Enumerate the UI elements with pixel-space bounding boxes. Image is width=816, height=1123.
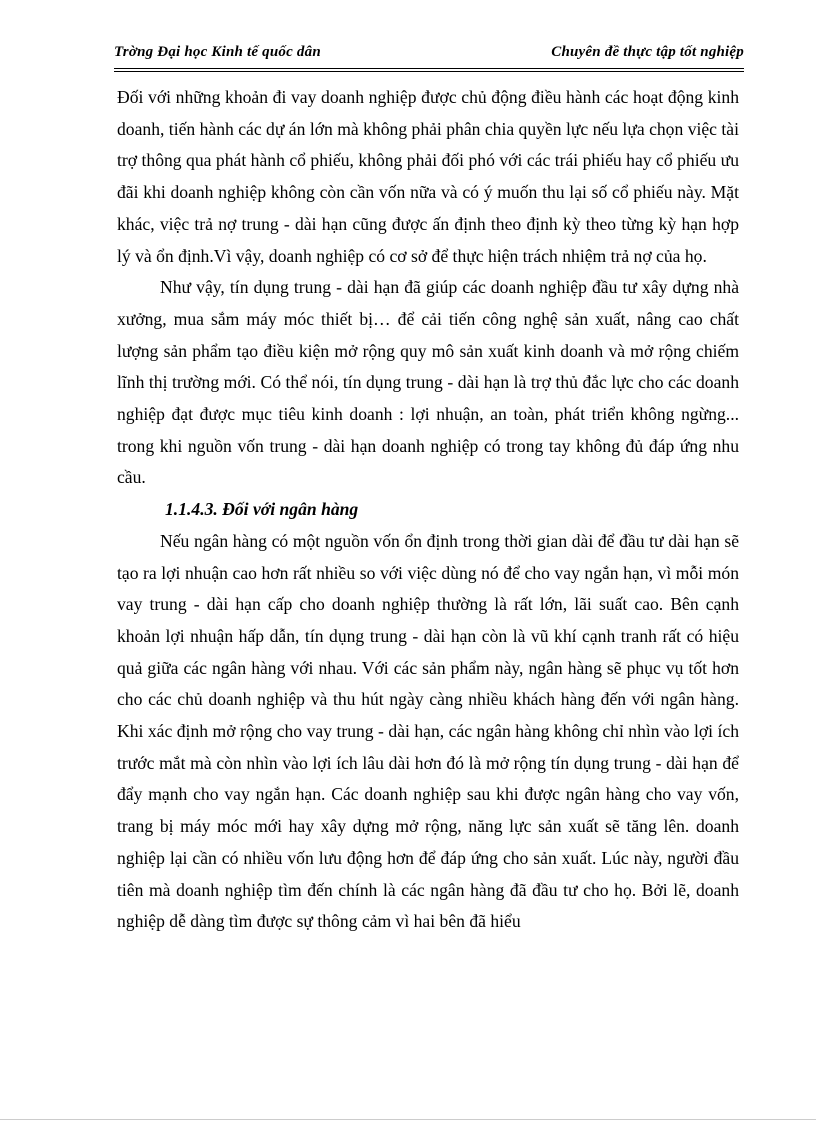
section-heading: 1.1.4.3. Đối với ngân hàng	[165, 499, 359, 520]
header-institution: Trờng Đại học Kinh tế quốc dân	[114, 44, 321, 60]
header-document-type: Chuyên đề thực tập tốt nghiệp	[551, 44, 744, 60]
header-rule	[114, 68, 744, 72]
paragraph-loans: Đối với những khoản đi vay doanh nghiệp được chủ động điều hành các hoạt động kinh doanh, tiến hành các dự án lớn mà không phải phân chia quyền lực nếu lựa chọn việc tài trợ thông qua phát hành cổ phiếu, không phải đối phó với các trái phiếu hay cổ phiếu ưu đãi khi doanh nghiệp không còn cần vốn nữa và có ý muốn thu lại số cổ phiếu này. Mặt khác, việc trả nợ trung - dài hạn cũng được ấn định theo định kỳ theo từng kỳ hạn hợp lý và ổn định.Vì vậy, doanh nghiệp có cơ sở để thực hiện trách nhiệm trả nợ của họ.	[117, 87, 739, 266]
paragraph-banks: Nếu ngân hàng có một nguồn vốn ổn định trong thời gian dài để đầu tư dài hạn sẽ tạo ra lợi nhuận cao hơn rất nhiều so với việc dùng nó để cho vay ngắn hạn, vì mỗi món vay trung - dài hạn cấp cho doanh nghiệp thường là rất lớn, lãi suất cao. Bên cạnh khoản lợi nhuận hấp dẫn, tín dụng trung - dài hạn còn là vũ khí cạnh tranh rất có hiệu quả giữa các ngân hàng với nhau. Với các sản phẩm này, ngân hàng sẽ phục vụ tốt hơn cho các chủ doanh nghiệp và thu hút ngày càng nhiều khách hàng đến với ngân hàng. Khi xác định mở rộng cho vay trung - dài hạn, các ngân hàng không chỉ nhìn vào lợi ích trước mắt mà còn nhìn vào lợi ích lâu dài hơn đó là mở rộng tín dụng trung - dài hạn để đẩy mạnh cho vay ngắn hạn. Các doanh nghiệp sau khi được ngân hàng cho vay vốn, trang bị máy móc mới hay xây dựng mở rộng, năng lực sản xuất sẽ tăng lên. doanh nghiệp lại cần có nhiều vốn lưu động hơn để đáp ứng cho sản xuất. Lúc này, người đầu tiên mà doanh nghiệp tìm đến chính là các ngân hàng đã đầu tư cho họ. Bởi lẽ, doanh nghiệp dễ dàng tìm được sự thông cảm vì hai bên đã hiểu	[117, 530, 739, 932]
running-header	[114, 44, 744, 66]
paragraph-credit-benefits: Như vậy, tín dụng trung - dài hạn đã giúp các doanh nghiệp đầu tư xây dựng nhà xưởng, mua sắm máy móc thiết bị… để cải tiến công nghệ sản xuất, nâng cao chất lượng sản phẩm tạo điều kiện mở rộng quy mô sản xuất kinh doanh và mở rộng chiếm lĩnh thị trường mới. Có thể nói, tín dụng trung - dài hạn là trợ thủ đắc lực cho các doanh nghiệp đạt được mục tiêu kinh doanh : lợi nhuận, an toàn, phát triển không ngừng... trong khi nguồn vốn trung - dài hạn doanh nghiệp có trong tay không đủ đáp ứng nhu cầu.	[117, 277, 739, 488]
page-bottom-rule	[0, 1119, 816, 1120]
document-body	[117, 82, 739, 938]
